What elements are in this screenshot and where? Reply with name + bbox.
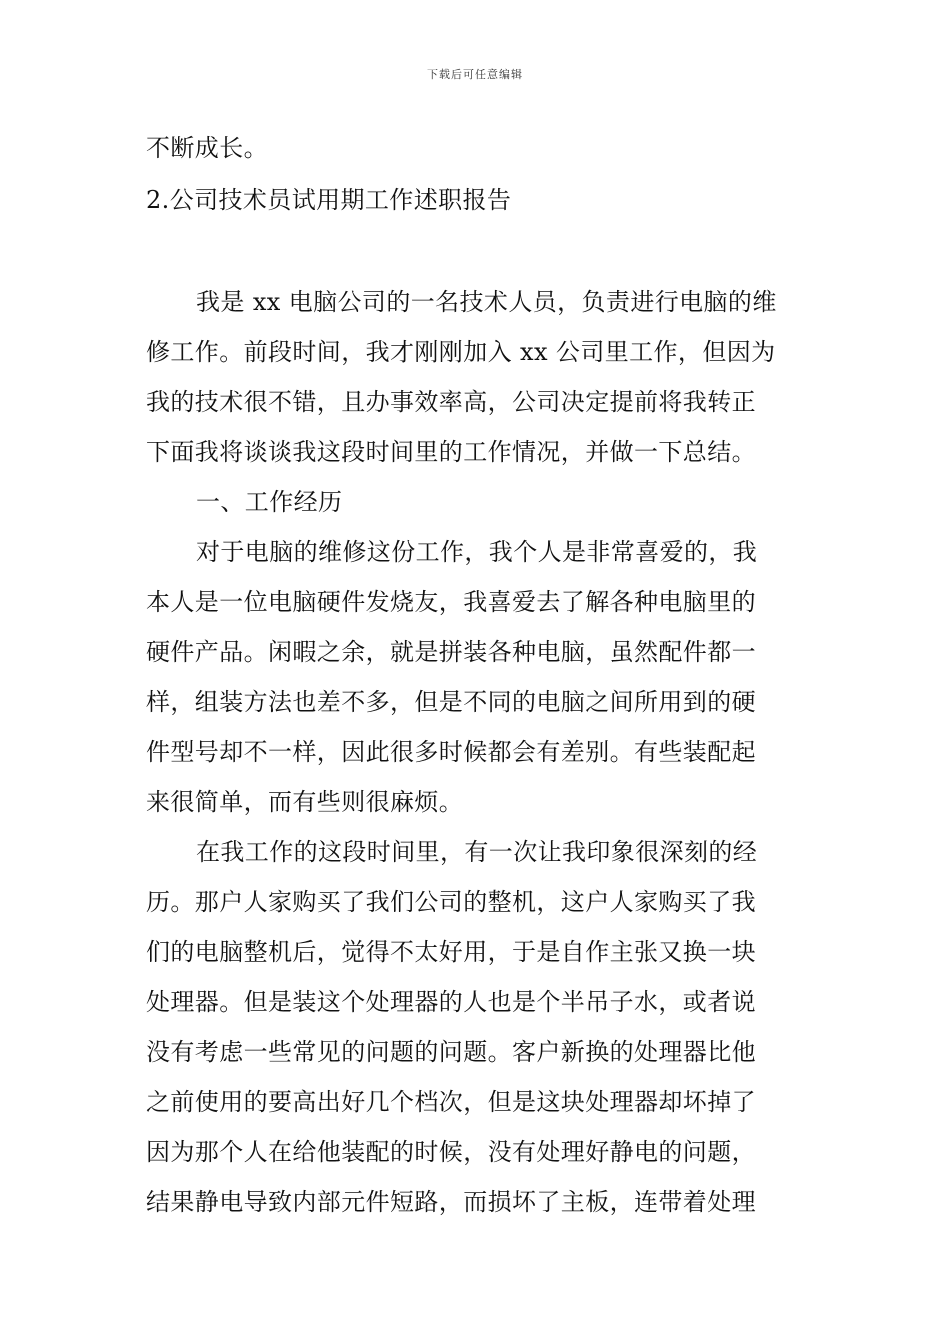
paragraph-line: 硬件产品。闲暇之余，就是拼装各种电脑，虽然配件都一: [146, 638, 756, 666]
paragraph-line: 在我工作的这段时间里，有一次让我印象很深刻的经: [196, 838, 758, 866]
paragraph-line: 来很简单，而有些则很麻烦。: [146, 788, 464, 816]
paragraph-line: 不断成长。: [146, 134, 268, 162]
paragraph-line: 历。那户人家购买了我们公司的整机，这户人家购买了我: [146, 888, 756, 916]
paragraph-line: 因为那个人在给他装配的时候，没有处理好静电的问题，: [146, 1138, 756, 1166]
paragraph-line: 样，组装方法也差不多，但是不同的电脑之间所用到的硬: [146, 688, 756, 716]
paragraph-line: 对于电脑的维修这份工作，我个人是非常喜爱的，我: [196, 538, 758, 566]
subsection-heading: 一、工作经历: [196, 488, 343, 516]
paragraph-line: 修工作。前段时间，我才刚刚加入 xx 公司里工作，但因为: [146, 338, 776, 366]
paragraph-line: 处理器。但是装这个处理器的人也是个半吊子水，或者说: [146, 988, 756, 1016]
section-heading: 2.公司技术员试用期工作述职报告: [146, 186, 512, 214]
paragraph-line: 没有考虑一些常见的问题的问题。客户新换的处理器比他: [146, 1038, 756, 1066]
paragraph-line: 我是 xx 电脑公司的一名技术人员，负责进行电脑的维: [196, 288, 777, 316]
paragraph-line: 本人是一位电脑硬件发烧友，我喜爱去了解各种电脑里的: [146, 588, 756, 616]
paragraph-line: 之前使用的要高出好几个档次，但是这块处理器却坏掉了: [146, 1088, 756, 1116]
header-note: 下载后可任意编辑: [427, 68, 523, 81]
paragraph-line: 们的电脑整机后，觉得不太好用，于是自作主张又换一块: [146, 938, 756, 966]
paragraph-line: 我的技术很不错，且办事效率高，公司决定提前将我转正: [146, 388, 756, 416]
paragraph-line: 下面我将谈谈我这段时间里的工作情况，并做一下总结。: [146, 438, 756, 466]
paragraph-line: 件型号却不一样，因此很多时候都会有差别。有些装配起: [146, 738, 756, 766]
paragraph-line: 结果静电导致内部元件短路，而损坏了主板，连带着处理: [146, 1188, 756, 1216]
